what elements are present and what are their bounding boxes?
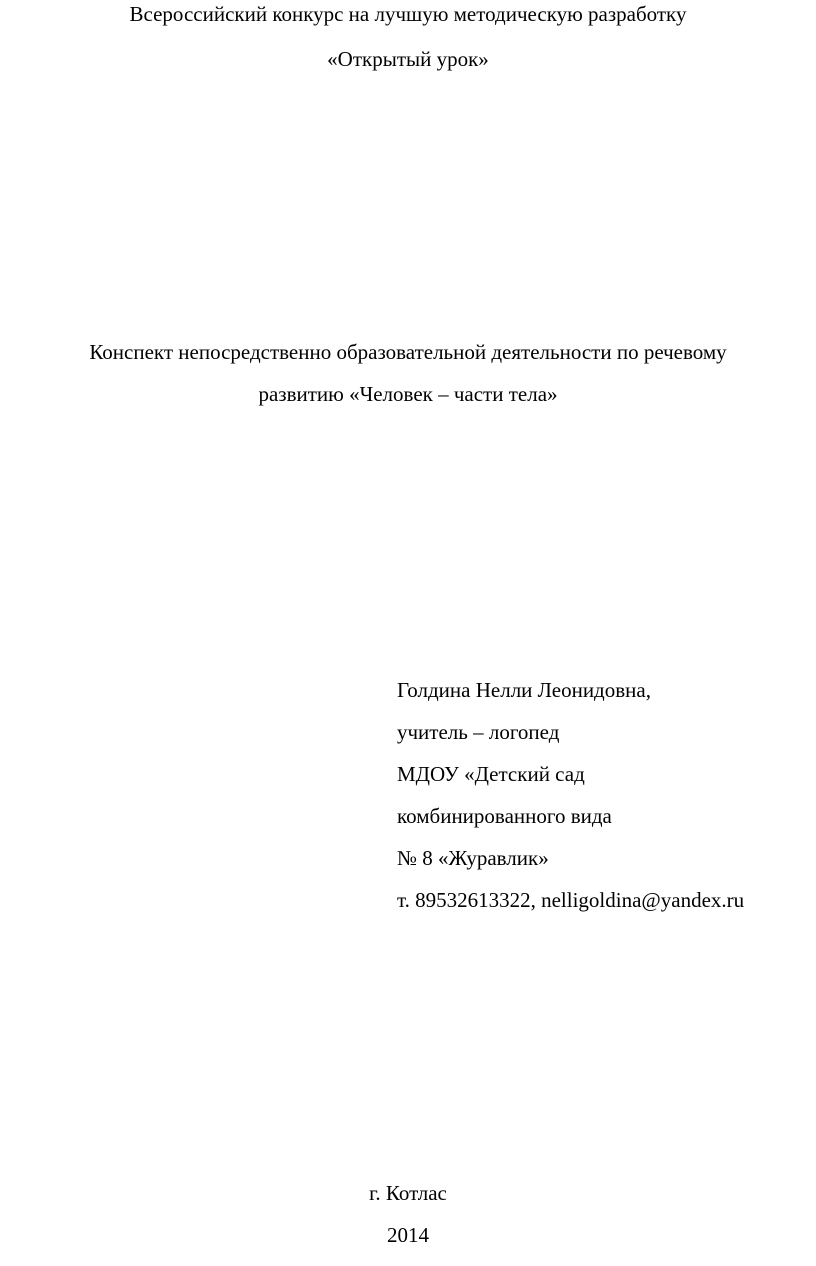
author-name: Голдина Нелли Леонидовна, <box>397 678 651 702</box>
organization-line-1: МДОУ «Детский сад <box>397 762 585 786</box>
document-title-line-1: Конспект непосредственно образовательной деятельности по речевому <box>89 340 727 364</box>
organization-line-3: № 8 «Журавлик» <box>397 846 549 870</box>
city: г. Котлас <box>369 1181 447 1205</box>
document-title-line-2: развитию «Человек – части тела» <box>258 382 558 406</box>
contest-title-line: Всероссийский конкурс на лучшую методическую разработку <box>129 2 687 26</box>
contest-name: «Открытый урок» <box>327 47 489 71</box>
organization-line-2: комбинированного вида <box>397 804 612 828</box>
author-position: учитель – логопед <box>397 720 560 744</box>
year: 2014 <box>387 1223 429 1247</box>
author-info-block <box>397 678 744 930</box>
author-contacts: т. 89532613322, nelligoldina@yandex.ru <box>397 888 745 912</box>
